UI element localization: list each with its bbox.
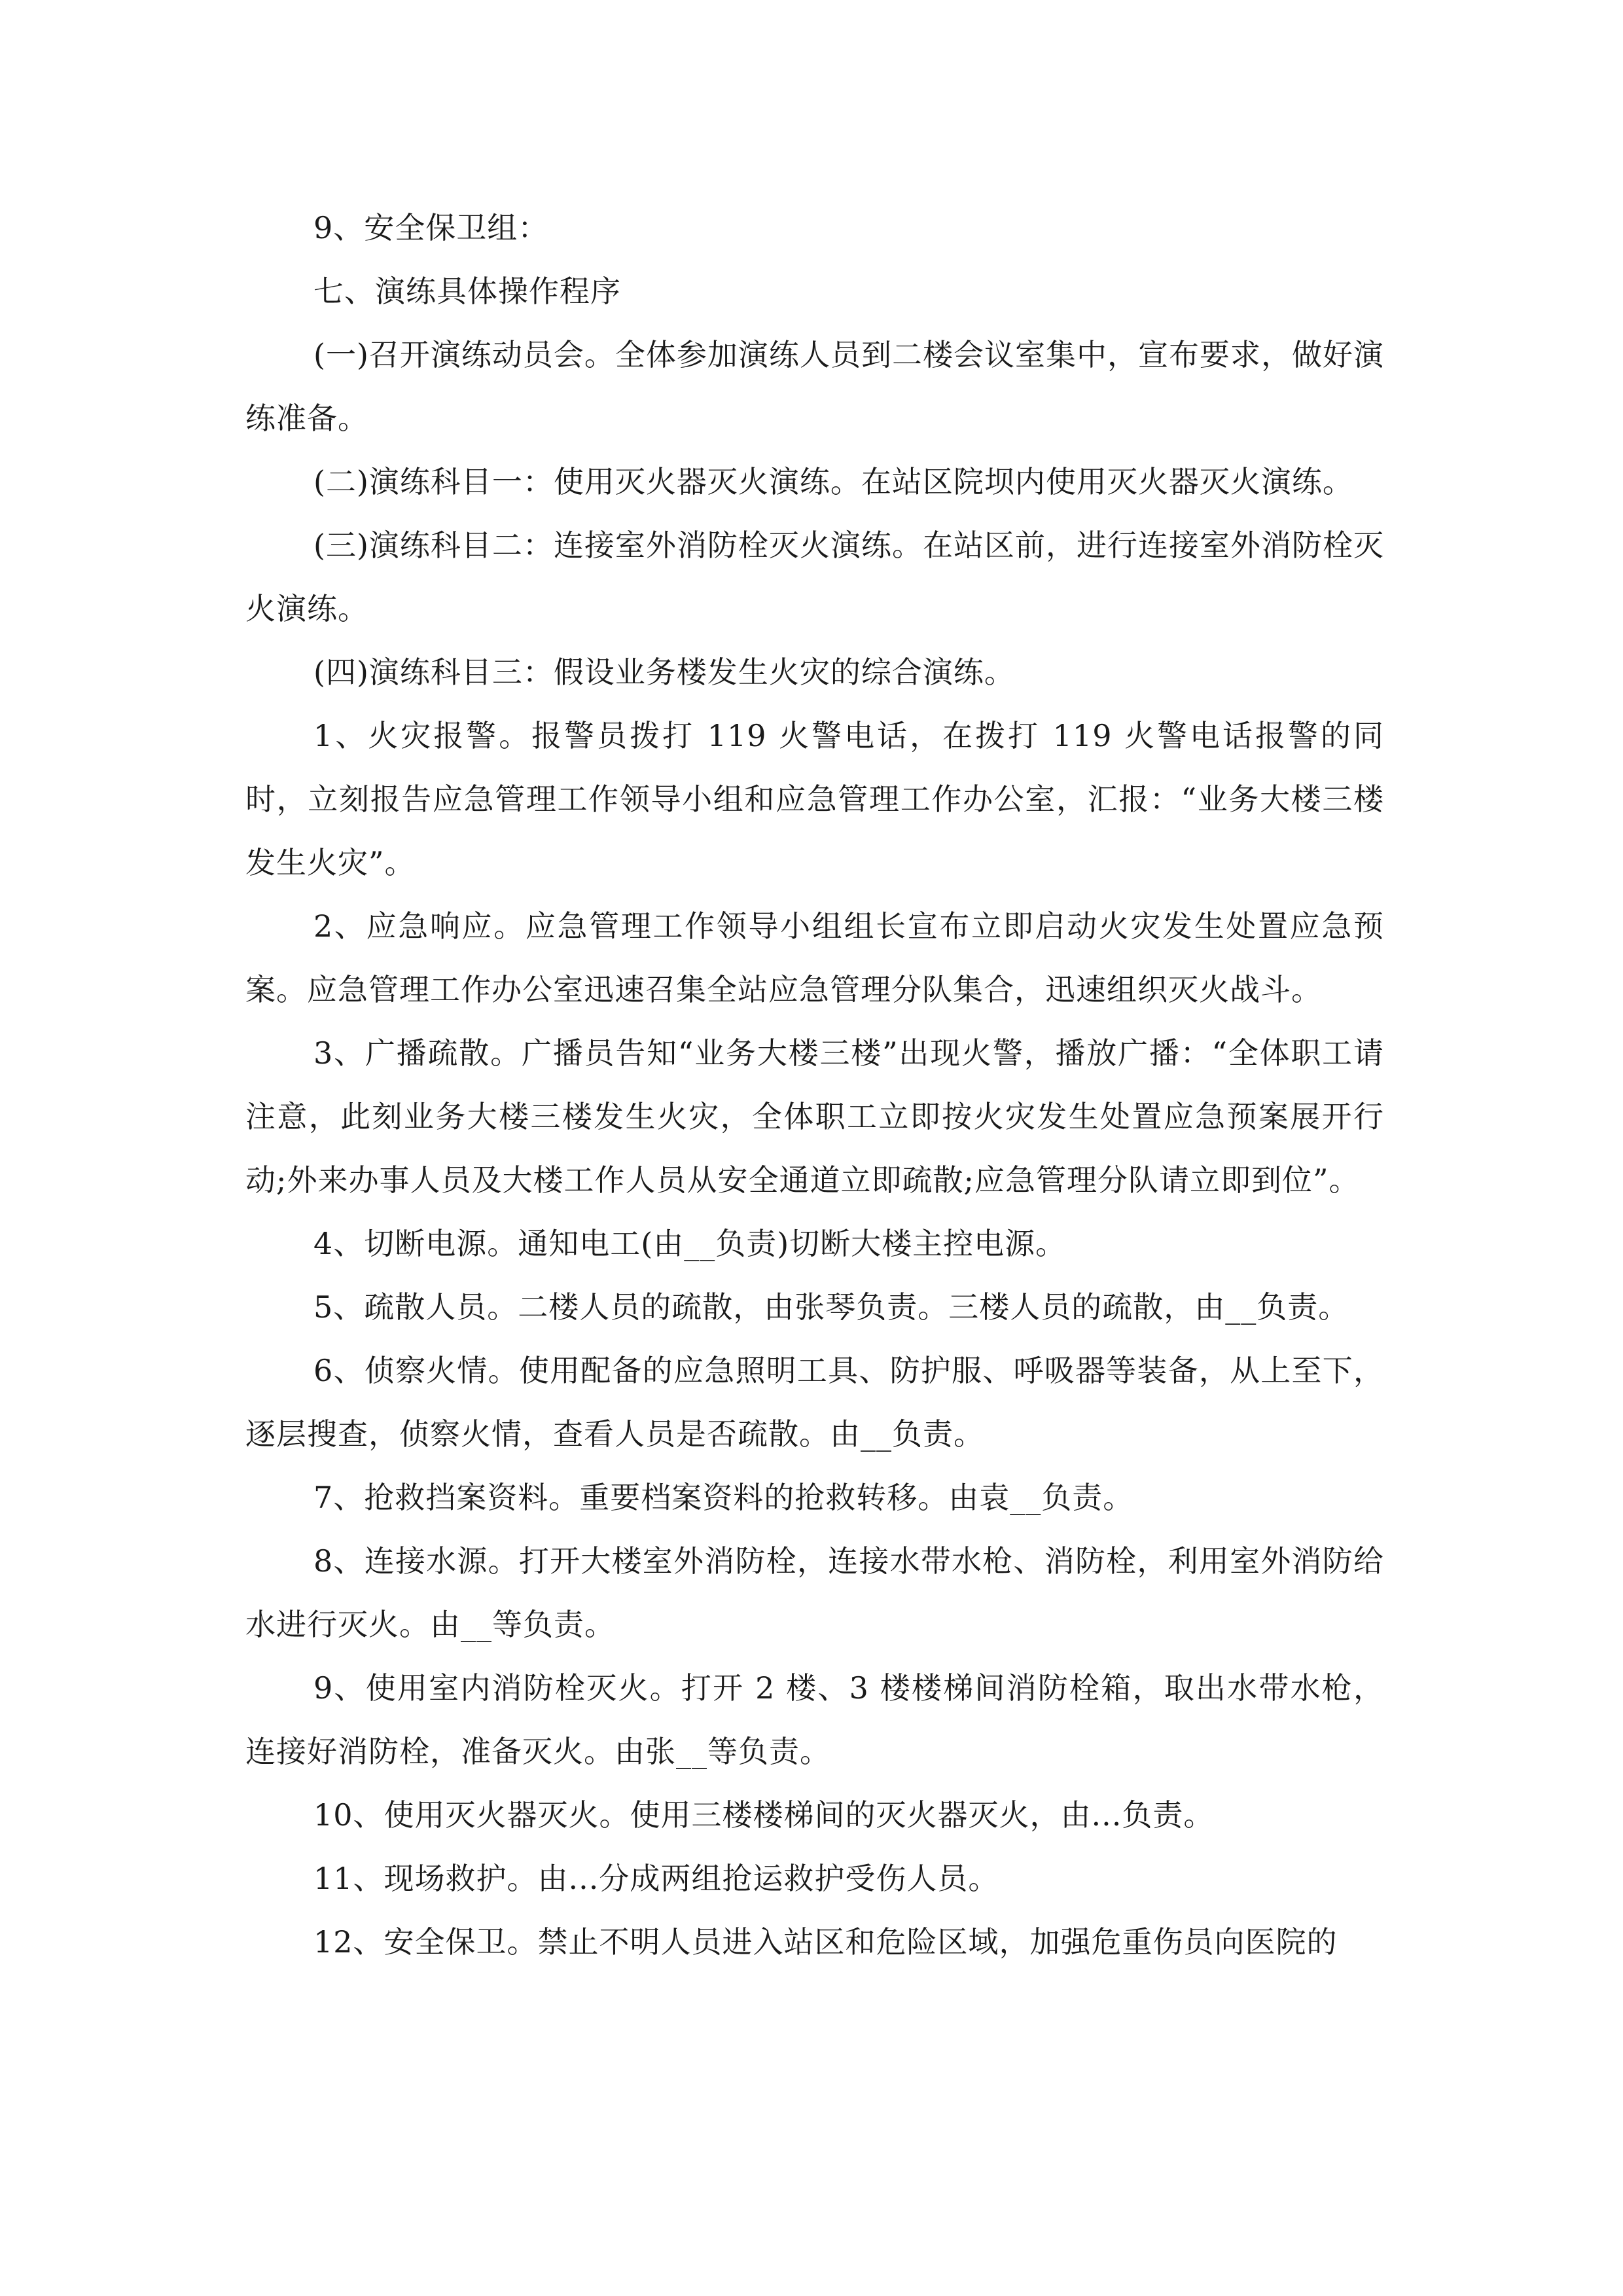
paragraph: 5、疏散人员。二楼人员的疏散，由张琴负责。三楼人员的疏散，由__负责。: [313, 1289, 1349, 1325]
paragraph: 2、应急响应。应急管理工作领导小组组长宣布立即启动火灾发生处置应急预案。应急管理工作办公室迅速召集全站应急管理分队集合，迅速组织灭火战斗。: [245, 908, 1384, 1007]
paragraph: 12、安全保卫。禁止不明人员进入站区和危险区域，加强危重伤员向医院的: [313, 1924, 1338, 1960]
paragraph: 7、抢救挡案资料。重要档案资料的抢救转移。由袁__负责。: [313, 1480, 1134, 1515]
paragraph: 4、切断电源。通知电工(由__负责)切断大楼主控电源。: [313, 1226, 1067, 1261]
paragraph: (三)演练科目二：连接室外消防栓灭火演练。在站区前，进行连接室外消防栓灭火演练。: [245, 528, 1384, 626]
paragraph: (四)演练科目三：假设业务楼发生火灾的综合演练。: [313, 655, 1015, 690]
paragraph: 10、使用灭火器灭火。使用三楼楼梯间的灭火器灭火，由...负责。: [313, 1797, 1215, 1833]
paragraph: 9、安全保卫组：: [313, 210, 549, 245]
paragraph: 1、火灾报警。报警员拨打 119 火警电话，在拨打 119 火警电话报警的同时，立刻报告应急管理工作领导小组和应急管理工作办公室，汇报：“业务大楼三楼发生火灾”。: [245, 718, 1384, 880]
paragraph: 11、现场救护。由...分成两组抢运救护受伤人员。: [313, 1861, 999, 1896]
paragraph: 8、连接水源。打开大楼室外消防栓，连接水带水枪、消防栓，利用室外消防给水进行灭火。由__等负责。: [245, 1543, 1384, 1642]
paragraph: (一)召开演练动员会。全体参加演练人员到二楼会议室集中，宣布要求，做好演练准备。: [245, 337, 1384, 436]
document-body: [245, 196, 1384, 1974]
paragraph: (二)演练科目一：使用灭火器灭火演练。在站区院坝内使用灭火器灭火演练。: [313, 464, 1353, 499]
paragraph: 3、广播疏散。广播员告知“业务大楼三楼”出现火警，播放广播：“全体职工请注意，此刻业务大楼三楼发生火灾，全体职工立即按火灾发生处置应急预案展开行动;外来办事人员及大楼工作人员从安全通道立即疏散;应急管理分队请立即到位”。: [245, 1035, 1384, 1198]
paragraph: 6、侦察火情。使用配备的应急照明工具、防护服、呼吸器等装备，从上至下，逐层搜查，侦察火情，查看人员是否疏散。由__负责。: [245, 1353, 1384, 1452]
paragraph: 9、使用室内消防栓灭火。打开 2 楼、3 楼楼梯间消防栓箱，取出水带水枪，连接好消防栓，准备灭火。由张__等负责。: [245, 1670, 1384, 1769]
section-heading: 七、演练具体操作程序: [313, 274, 621, 309]
